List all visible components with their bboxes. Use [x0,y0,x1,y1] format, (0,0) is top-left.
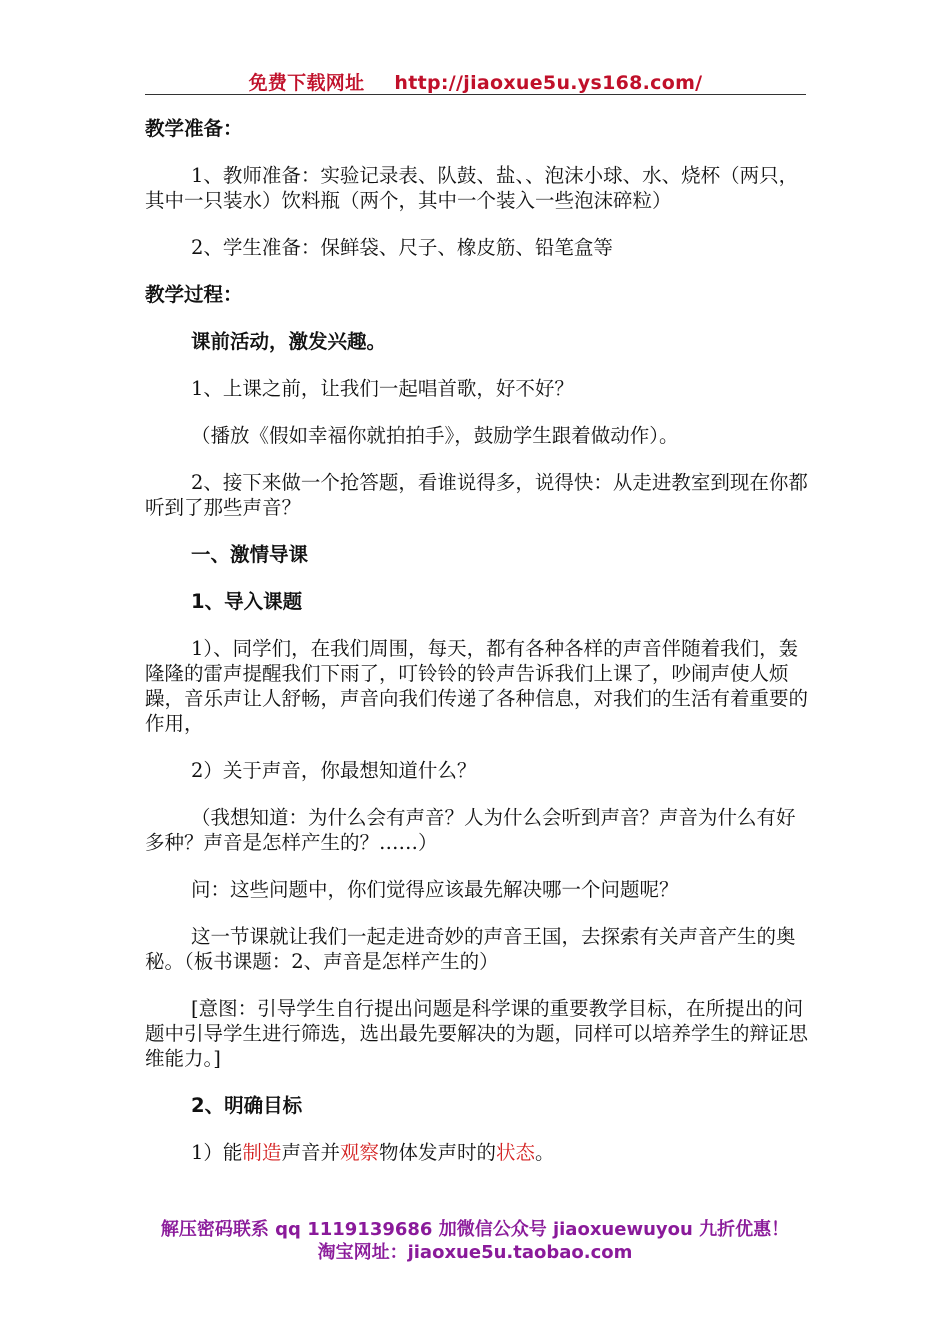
goal-text: 物体发声时的 [378,1141,496,1164]
paragraph-student-prep: 2、学生准备：保鲜袋、尺子、橡皮筋、铅笔盒等 [191,236,613,259]
paragraph-question: 问：这些问题中，你们觉得应该最先解决哪一个问题呢？ [191,878,679,901]
page-header [145,68,806,95]
paragraph-lesson-topic: 这一节课就让我们一起走进奇妙的声音王国，去探索有关声音产生的奥秘。（板书课题：2、声音是怎样产生的） [145,925,796,973]
footer-contact-line: 解压密码联系 qq 1119139686 加微信公众号 jiaoxuewuyou 九折优惠！ [160,1219,790,1240]
heading-introduce-topic: 1、导入课题 [191,590,303,613]
paragraph-activity-1: 1、上课之前，让我们一起唱首歌，好不好？ [191,377,574,400]
goal-text: 。 [535,1141,555,1164]
goal-highlight: 观察 [339,1141,379,1164]
heading-section-1: 一、激情导课 [191,543,309,566]
paragraph-intent-note: [意图：引导学生自行提出问题是科学课的重要教学目标，在所提出的问题中引导学生进行筛选，选出最先要解决的为题，同样可以培养学生的辩证思维能力。] [145,997,809,1070]
goal-text: 声音并 [281,1141,340,1164]
heading-teaching-preparation: 教学准备： [145,117,243,140]
header-url-link[interactable]: http://jiaoxue5u.ys168.com/ [394,72,703,94]
document-body [145,116,810,1165]
paragraph-goal-1 [145,1140,810,1165]
paragraph-activity-1-note: （播放《假如幸福你就拍拍手》，鼓励学生跟着做动作）。 [191,424,679,447]
paragraph-activity-2: 2、接下来做一个抢答题，看谁说得多，说得快：从走进教室到现在你都听到了那些声音？ [145,471,808,519]
footer-taobao-line: 淘宝网址：jiaoxue5u.taobao.com [317,1242,633,1263]
goal-highlight: 制造 [242,1141,282,1164]
paragraph-teacher-prep: 1、教师准备：实验记录表、队鼓、盐、、泡沫小球、水、烧杯（两只，其中一只装水）饮料瓶（两个，其中一个装入一些泡沫碎粒） [145,164,799,212]
goal-highlight: 状态 [495,1141,535,1164]
heading-define-goals: 2、明确目标 [191,1094,303,1117]
header-label: 免费下载网址 [248,72,365,94]
heading-teaching-process: 教学过程： [145,283,243,306]
paragraph-intro-2: 2）关于声音，你最想知道什么？ [191,759,477,782]
goal-text: 1）能 [191,1141,243,1164]
paragraph-intro-1: 1）、同学们，在我们周围，每天，都有各种各样的声音伴随着我们，轰隆隆的雷声提醒我们下雨了，叮铃铃的铃声告诉我们上课了，吵闹声使人烦躁，音乐声让人舒畅，声音向我们传递了各种信息，对我们的生活有着重要的作用， [145,637,809,735]
paragraph-intro-3: （我想知道：为什么会有声音？人为什么会听到声音？声音为什么有好多种？声音是怎样产生的？……） [145,806,796,854]
heading-pre-activity: 课前活动，激发兴趣。 [191,330,387,353]
